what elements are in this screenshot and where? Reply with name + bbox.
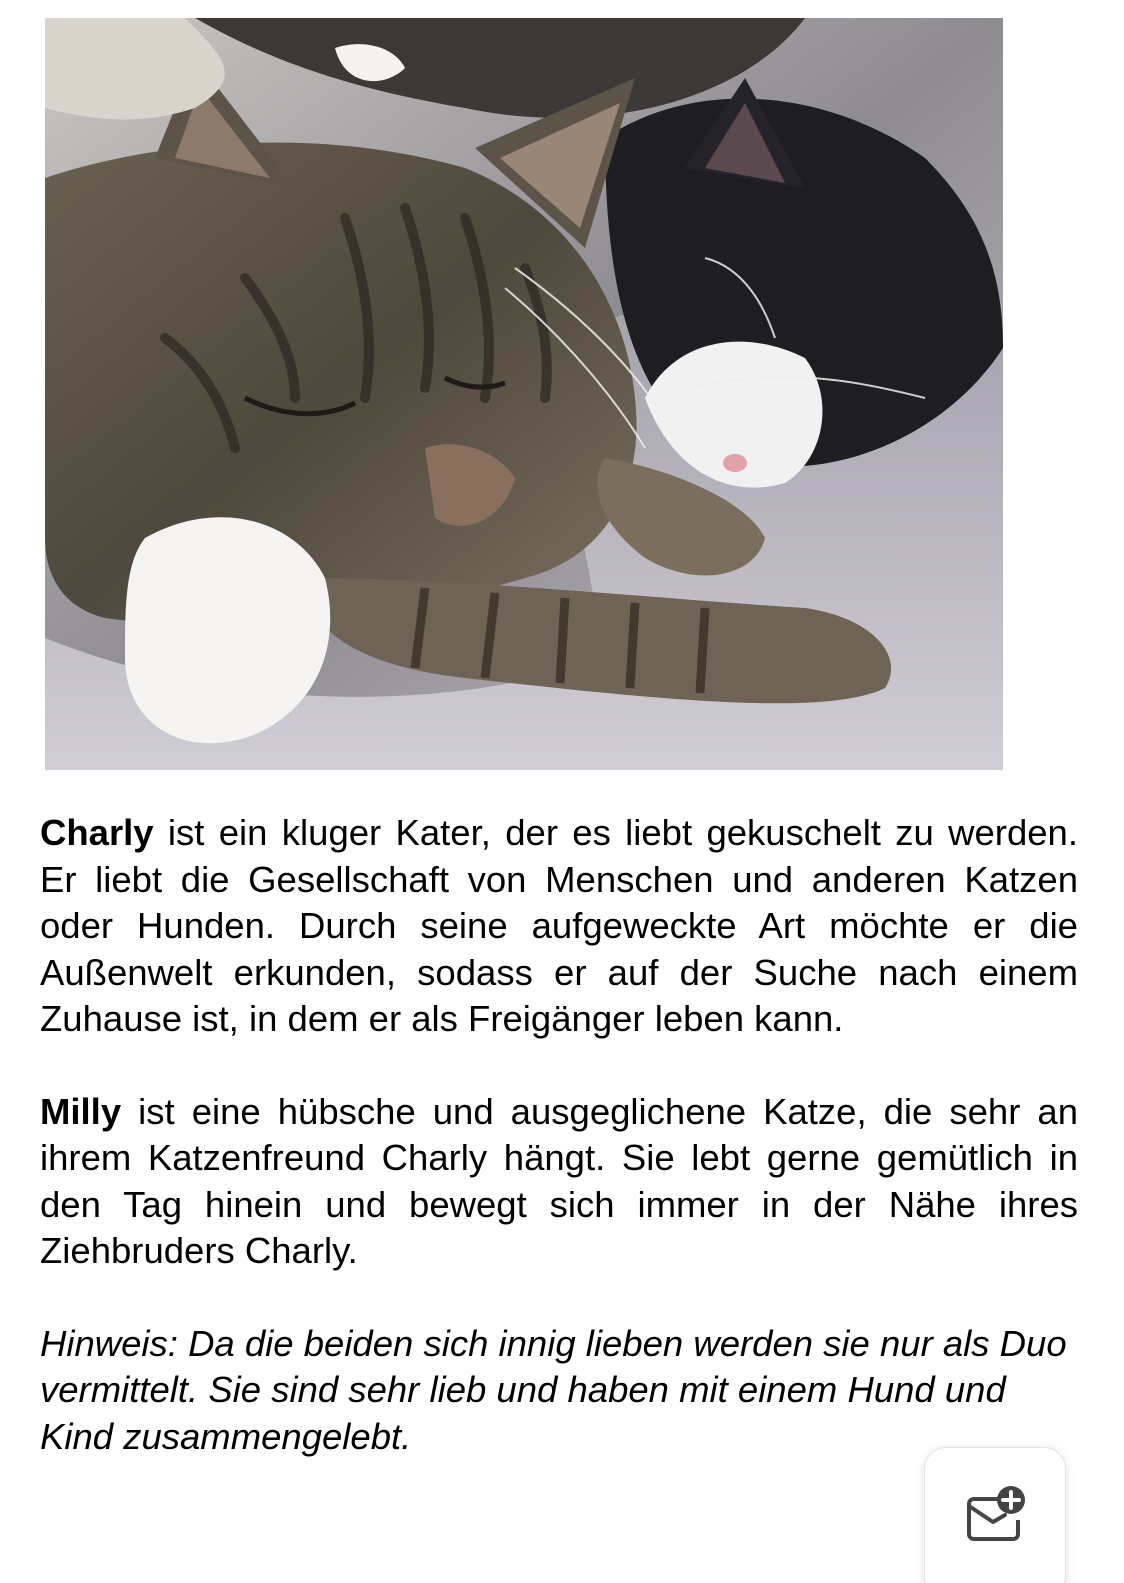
milly-name: Milly — [40, 1090, 122, 1132]
article-text — [40, 810, 1078, 1460]
charly-name: Charly — [40, 812, 154, 853]
milly-description: ist eine hübsche und ausgeglichene Katze, die sehr an ihrem Katzenfreund Charly hängt. Sie lebt gerne gemütlich in den Tag hinein und bewegt sich immer in der Nähe ihres Ziehbruders Charly. — [40, 1090, 1078, 1271]
charly-description: ist ein kluger Kater, der es liebt gekuschelt zu werden. Er liebt die Gesellschaft von Menschen und anderen Katzen oder Hunden. Durch seine aufgeweckte Art möchte er die Außenwelt erkunden, sodass er auf der Suche nach einem Zuhause ist, in dem er als Freigänger leben kann. — [40, 812, 1078, 1039]
cats-photo — [45, 18, 1003, 770]
charly-paragraph — [40, 810, 1078, 1043]
hint-paragraph: Hinweis: Da die beiden sich innig lieben werden sie nur als Duo vermittelt. Sie sind sehr lieb und haben mit einem Hund und Kind zusammengelebt. — [40, 1322, 1067, 1457]
milly-paragraph — [40, 1089, 1078, 1275]
cats-photo-illustration — [45, 18, 1003, 770]
mail-add-icon — [963, 1484, 1027, 1544]
contact-fab-button[interactable] — [924, 1447, 1066, 1583]
